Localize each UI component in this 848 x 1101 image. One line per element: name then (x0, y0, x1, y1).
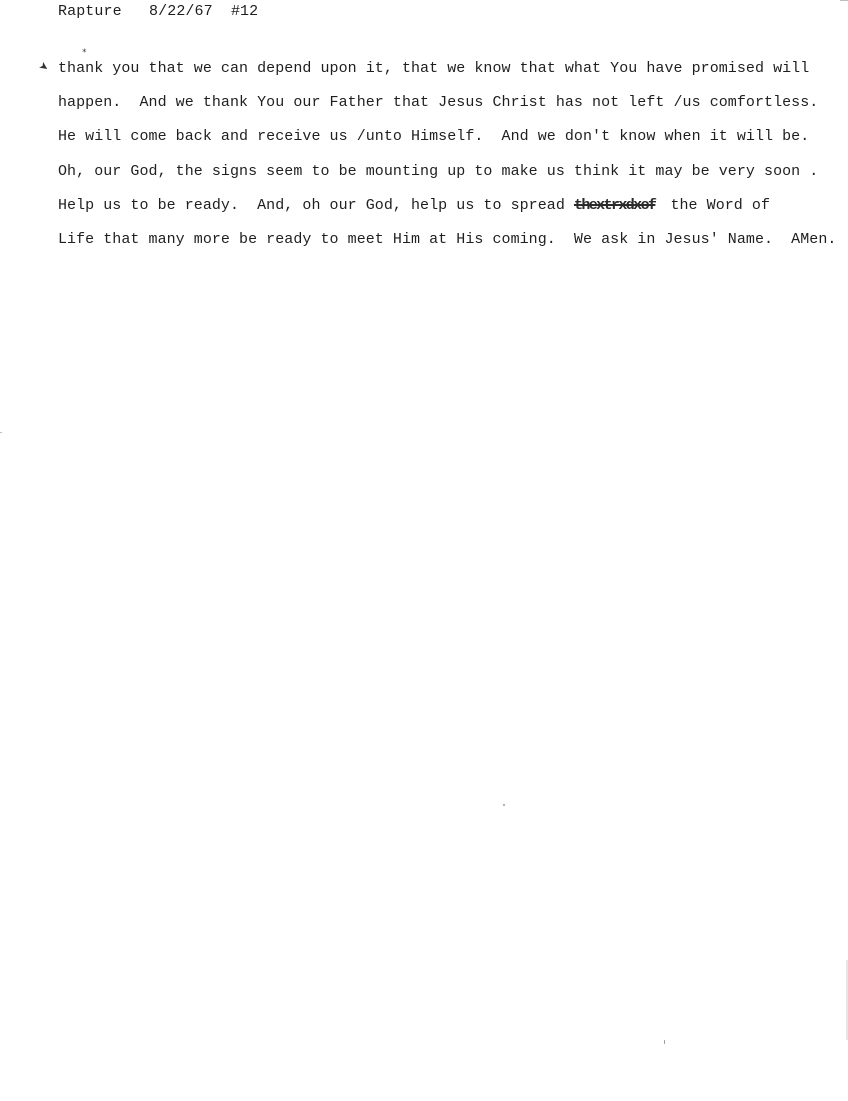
text-line-1: thank you that we can depend upon it, that we know that what You have promised will (58, 60, 810, 77)
header-title: Rapture (58, 3, 122, 20)
paper-speck (503, 804, 505, 806)
paper-edge-mark (0, 432, 2, 433)
page-header (58, 3, 258, 21)
insertion-caret-mark: ⁎ (82, 45, 87, 55)
text-line-5-start: Help us to be ready. And, oh our God, help us to spread (58, 196, 565, 214)
header-date: 8/22/67 (149, 3, 213, 20)
text-line-3: He will come back and receive us /unto Himself. And we don't know when it will be. (58, 128, 810, 146)
text-line-4: Oh, our God, the signs seem to be mounting up to make us think it may be very soon . (58, 162, 819, 180)
text-line-5-end: the Word of (670, 196, 771, 214)
prayer-text (58, 52, 837, 257)
paper-edge-mark (840, 0, 848, 1)
text-line-6: Life that many more be ready to meet Him at His coming. We ask in Jesus' Name. AMen. (58, 231, 837, 249)
header-number: #12 (230, 3, 259, 20)
struck-out-text: thextrxdxof (573, 196, 656, 214)
paper-speck (664, 1040, 665, 1044)
text-line-2: happen. And we thank You our Father that Jesus Christ has not left /us comfortless. (58, 94, 819, 112)
text-line-5 (58, 189, 818, 223)
margin-arrow-mark: ➤ (36, 58, 52, 75)
